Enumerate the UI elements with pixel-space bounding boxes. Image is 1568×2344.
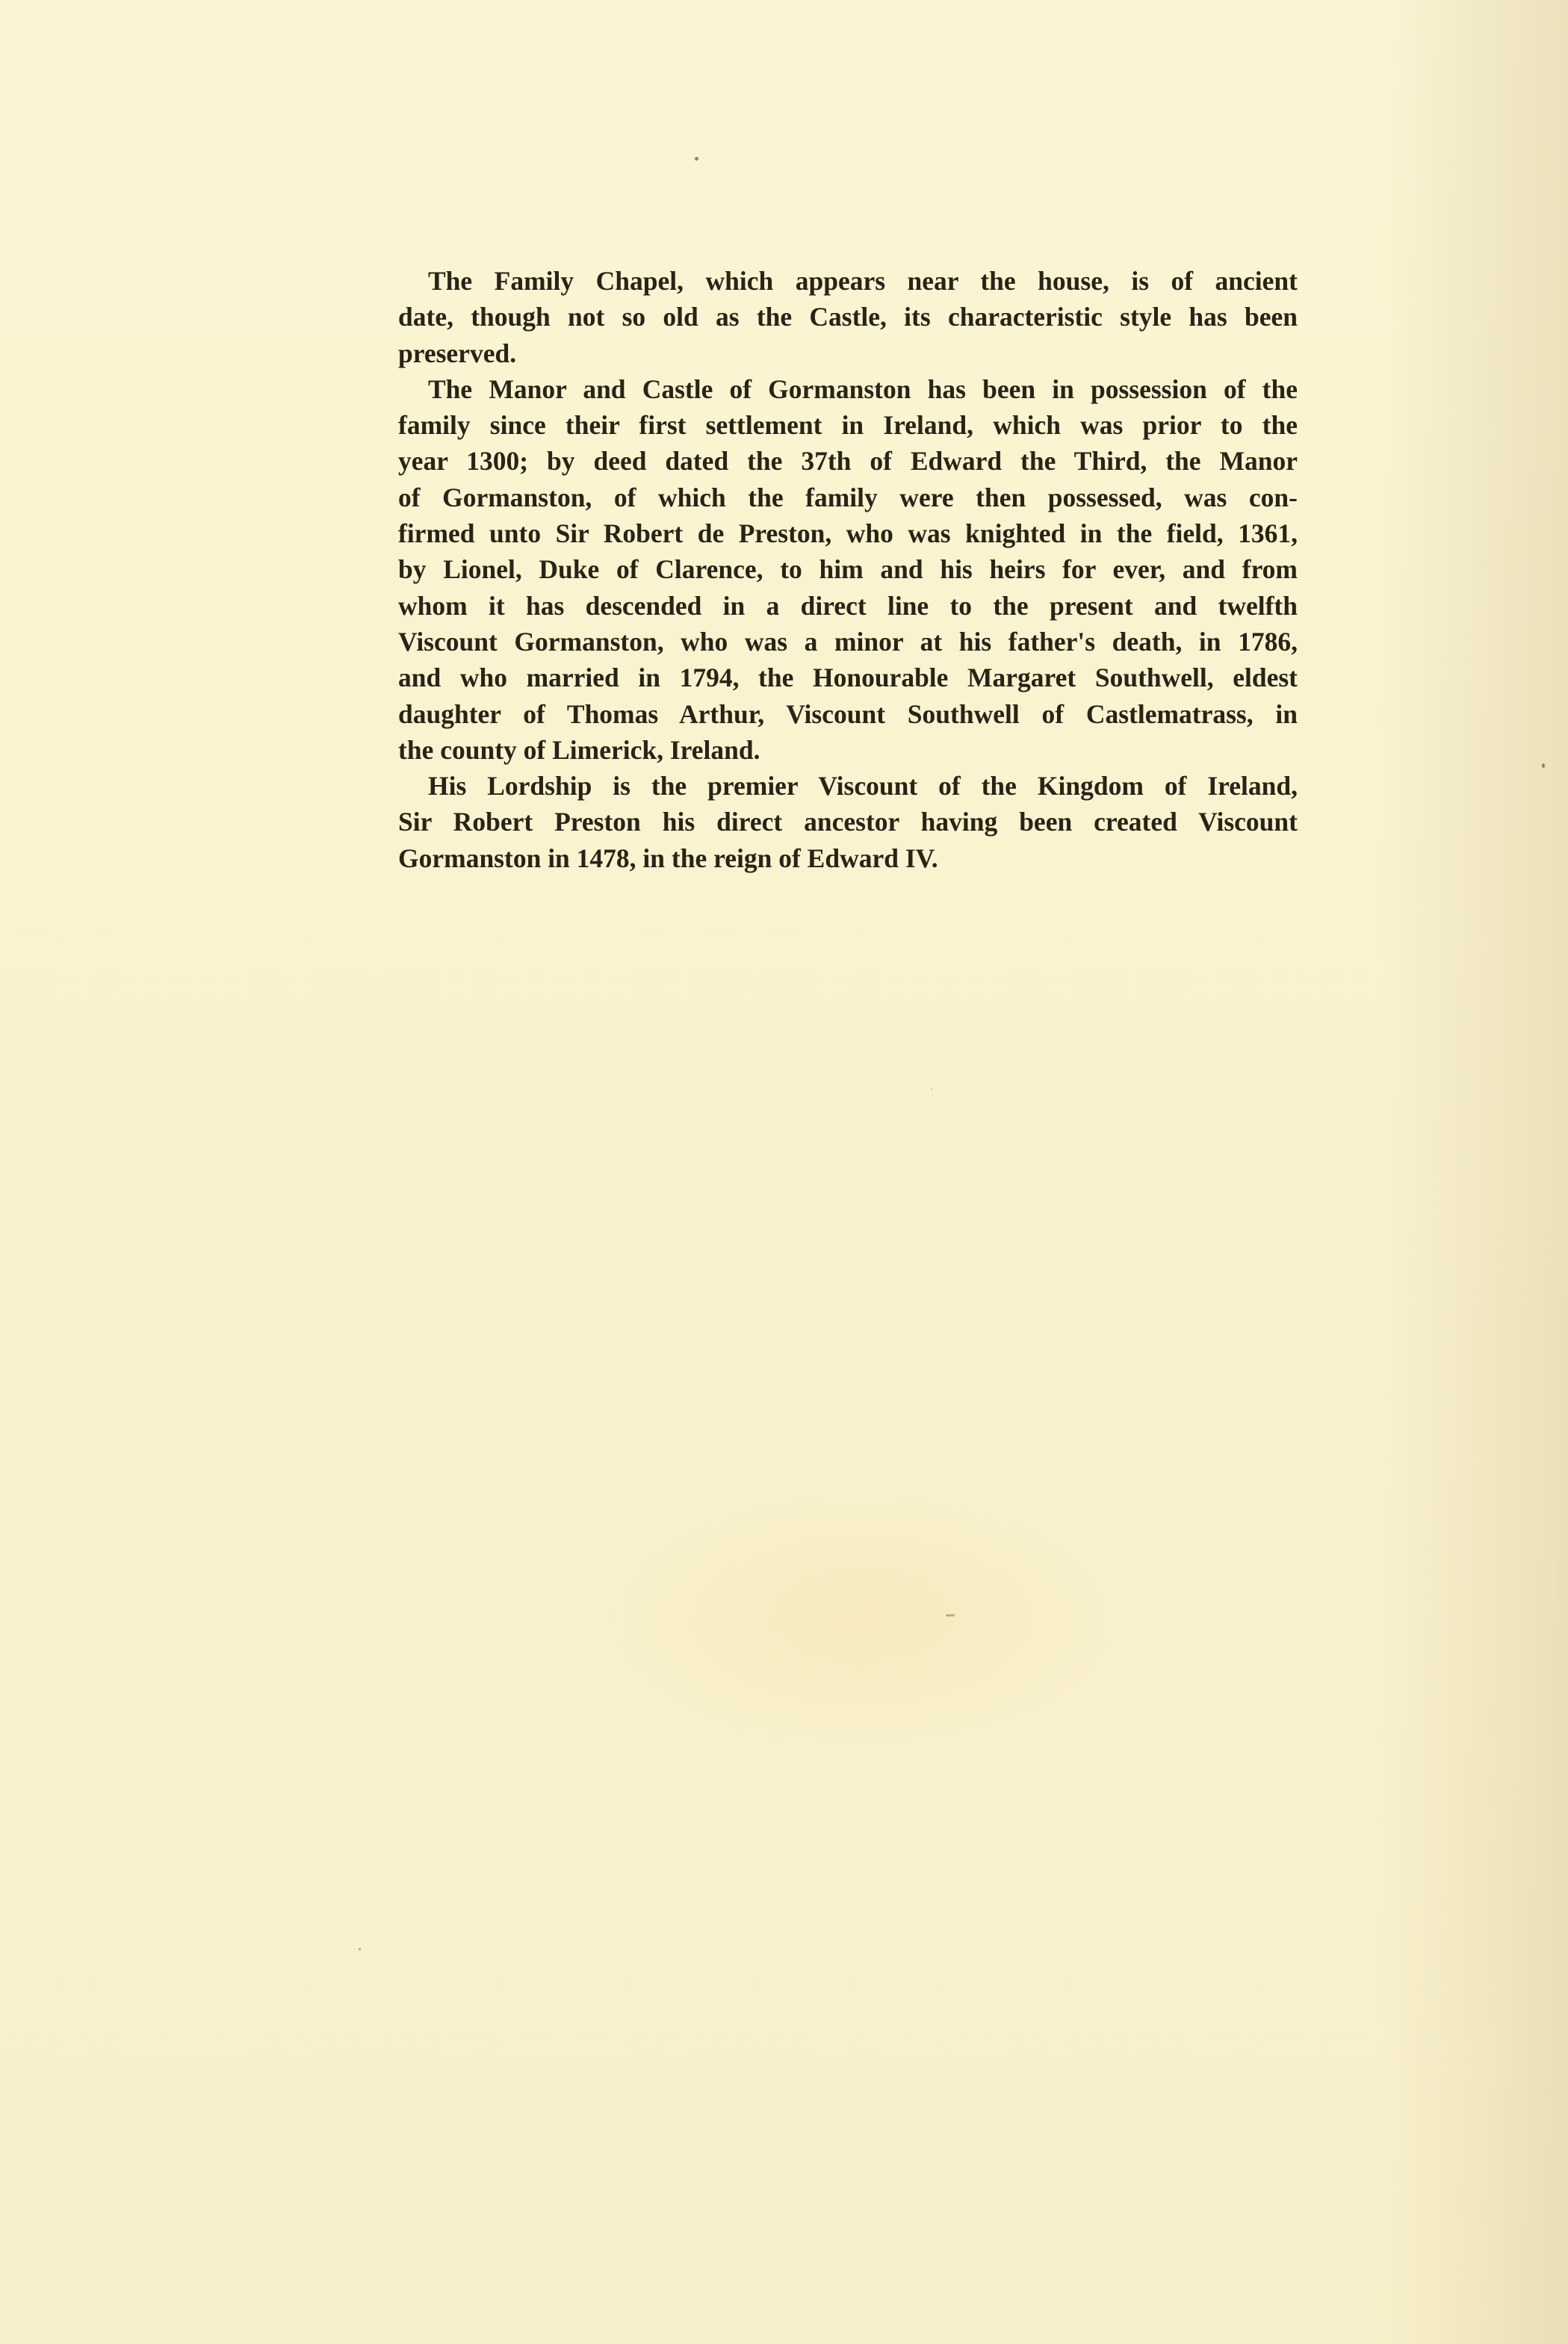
text-line: The Manor and Castle of Gormanston has been in possession of the: [428, 373, 1298, 404]
text-line: of Gormanston, of which the family were then possessed, was con-: [398, 482, 1298, 512]
text-line: daughter of Thomas Arthur, Viscount Southwell of Castlematrass, in: [398, 698, 1298, 729]
paper-speck: [931, 1088, 932, 1090]
text-line: and who married in 1794, the Honourable Margaret Southwell, eldest: [398, 663, 1298, 693]
text-line: The Family Chapel, which appears near the house, is of ancient: [428, 266, 1298, 296]
text-line: His Lordship is the premier Viscount of the Kingdom of Ireland,: [428, 771, 1298, 802]
paper-speck: [1542, 763, 1545, 768]
paragraph-family-chapel: [398, 263, 1298, 371]
paragraph-lordship: [398, 768, 1298, 876]
text-line: Gormanston in 1478, in the reign of Edward IV.: [398, 843, 938, 873]
text-line: date, though not so old as the Castle, its characteristic style has been: [398, 302, 1298, 332]
paper-speck: [359, 1948, 361, 1950]
text-line: by Lionel, Duke of Clarence, to him and his heirs for ever, and from: [398, 554, 1298, 585]
body-text: [398, 263, 1298, 876]
paper-speck: [946, 1614, 955, 1616]
text-line: firmed unto Sir Robert de Preston, who was knighted in the field, 1361,: [398, 518, 1298, 549]
text-line: whom it has descended in a direct line to the present and twelfth: [398, 590, 1298, 621]
paragraph-manor-and-castle: [398, 371, 1298, 768]
text-line: Sir Robert Preston his direct ancestor having been created Viscount: [398, 807, 1298, 837]
text-line: the county of Limerick, Ireland.: [398, 734, 760, 765]
text-line: family since their first settlement in Ireland, which was prior to the: [398, 410, 1298, 441]
paper-speck: [695, 157, 698, 161]
text-line: Viscount Gormanston, who was a minor at his father's death, in 1786,: [398, 626, 1298, 657]
text-line: year 1300; by deed dated the 37th of Edward the Third, the Manor: [398, 446, 1298, 477]
text-line: preserved.: [398, 338, 517, 368]
